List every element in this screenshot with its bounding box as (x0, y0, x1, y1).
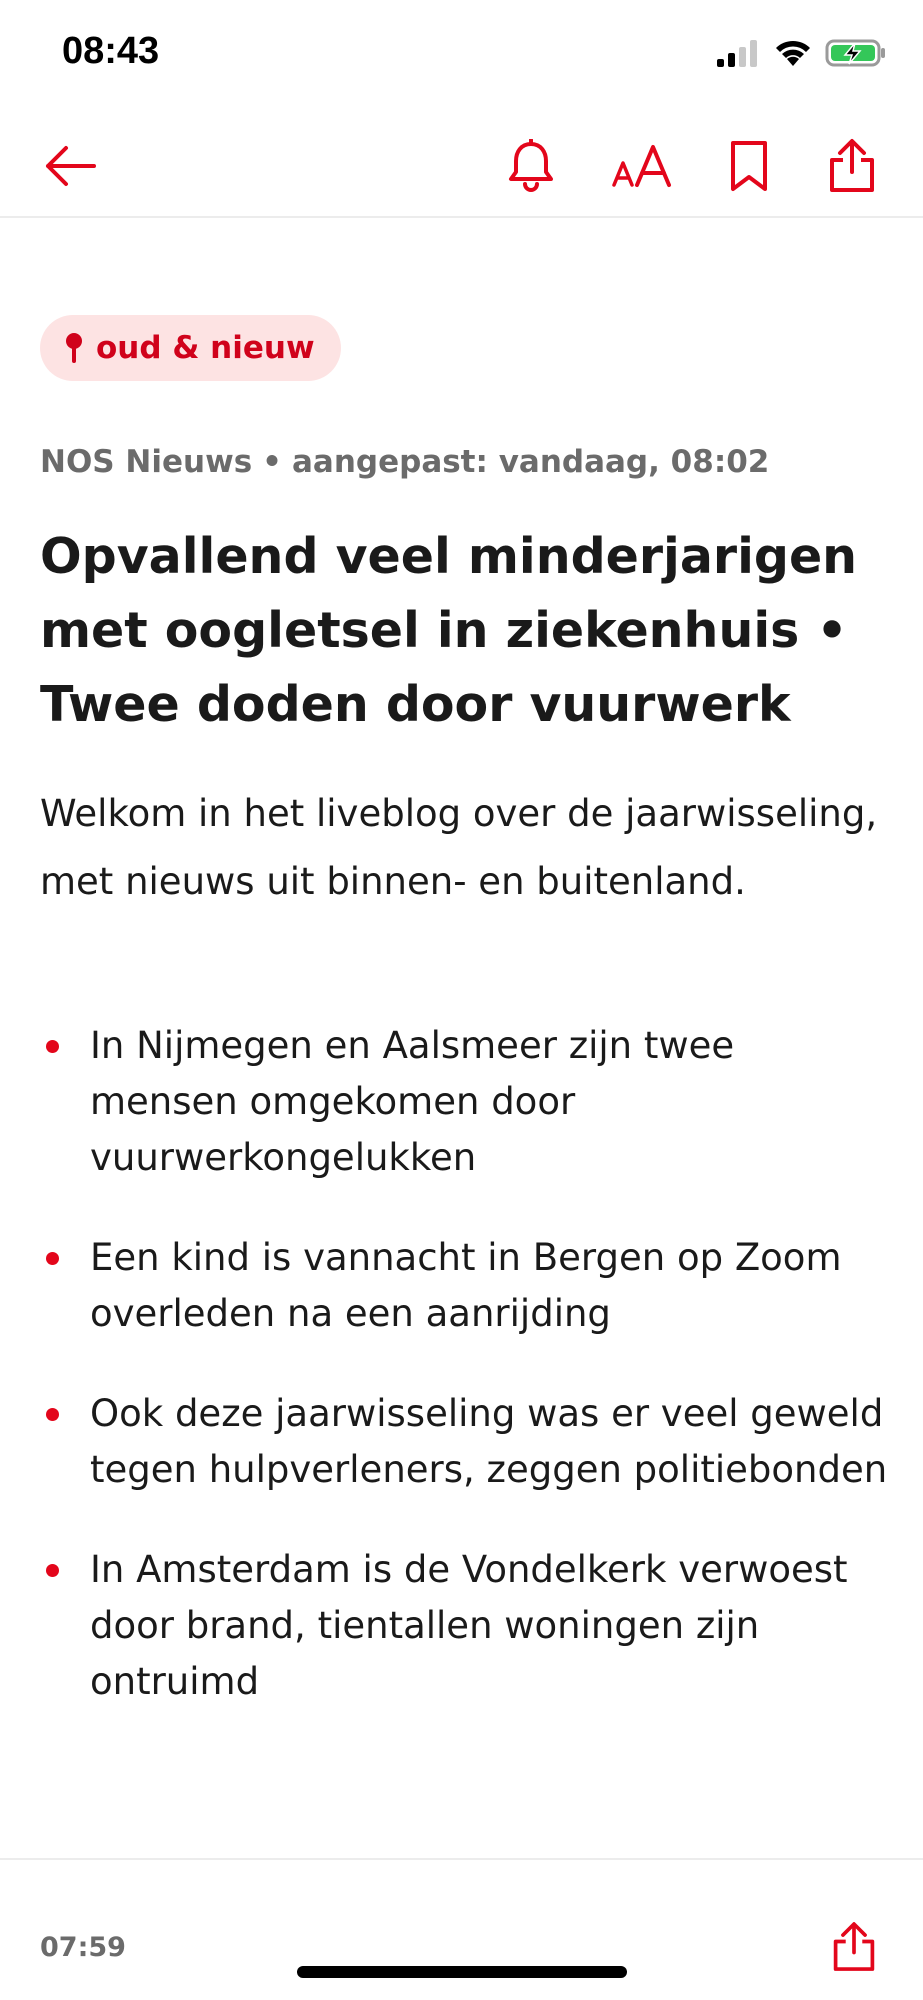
article-intro: Welkom in het liveblog over de jaarwisseling, met nieuws uit binnen- en buitenland. (40, 792, 878, 903)
key-point-text: In Nijmegen en Aalsmeer zijn twee mensen omgekomen door vuurwerkongelukken (90, 1024, 735, 1179)
arrow-left-icon (42, 144, 98, 188)
share-button[interactable] (820, 134, 884, 198)
key-point-text: Een kind is vannacht in Bergen op Zoom overleden na een aanrijding (90, 1236, 842, 1335)
back-button[interactable] (38, 134, 102, 198)
home-indicator[interactable] (297, 1966, 627, 1978)
bookmark-button[interactable] (717, 134, 781, 198)
bullet-dot-icon (46, 1408, 59, 1421)
wifi-icon (773, 38, 813, 68)
pin-icon (64, 331, 84, 365)
key-point-item (40, 1230, 890, 1342)
notifications-button[interactable] (499, 134, 563, 198)
updated-timestamp: aangepast: vandaag, 08:02 (292, 444, 770, 480)
topic-tag-label: oud & nieuw (96, 330, 315, 366)
key-point-item (40, 1386, 890, 1498)
key-point-item (40, 1018, 890, 1186)
text-size-icon (611, 141, 675, 191)
source-name: NOS Nieuws (40, 444, 253, 480)
post-timestamp: 07:59 (40, 1932, 126, 1963)
share-icon (831, 1921, 877, 1973)
article-headline: Opvallend veel minderjarigen met oogletsel in ziekenhuis • Twee doden door vuurwerk (40, 528, 858, 733)
bell-icon (506, 139, 556, 193)
post-share-button[interactable] (825, 1918, 883, 1976)
status-time: 08:43 (62, 30, 160, 72)
cellular-signal-icon (715, 39, 761, 67)
key-point-item (40, 1542, 890, 1710)
bullet-dot-icon (46, 1252, 59, 1265)
bullet-dot-icon (46, 1564, 59, 1577)
article-meta (40, 444, 769, 480)
key-point-text: Ook deze jaarwisseling was er veel geweld tegen hulpverleners, zeggen politiebonden (90, 1392, 888, 1491)
section-divider (0, 1858, 923, 1860)
key-points-list (40, 1018, 890, 1754)
navigation-bar (0, 110, 923, 218)
status-icons (715, 38, 887, 68)
bookmark-icon (727, 139, 771, 193)
key-point-text: In Amsterdam is de Vondelkerk verwoest door brand, tientallen woningen zijn ontruimd (90, 1548, 848, 1703)
topic-tag[interactable] (40, 315, 341, 381)
bullet-dot-icon (46, 1040, 59, 1053)
share-icon (827, 138, 877, 194)
status-bar (0, 0, 923, 110)
meta-separator: • (262, 444, 282, 480)
battery-charging-icon (825, 38, 887, 68)
text-size-button[interactable] (606, 134, 680, 198)
